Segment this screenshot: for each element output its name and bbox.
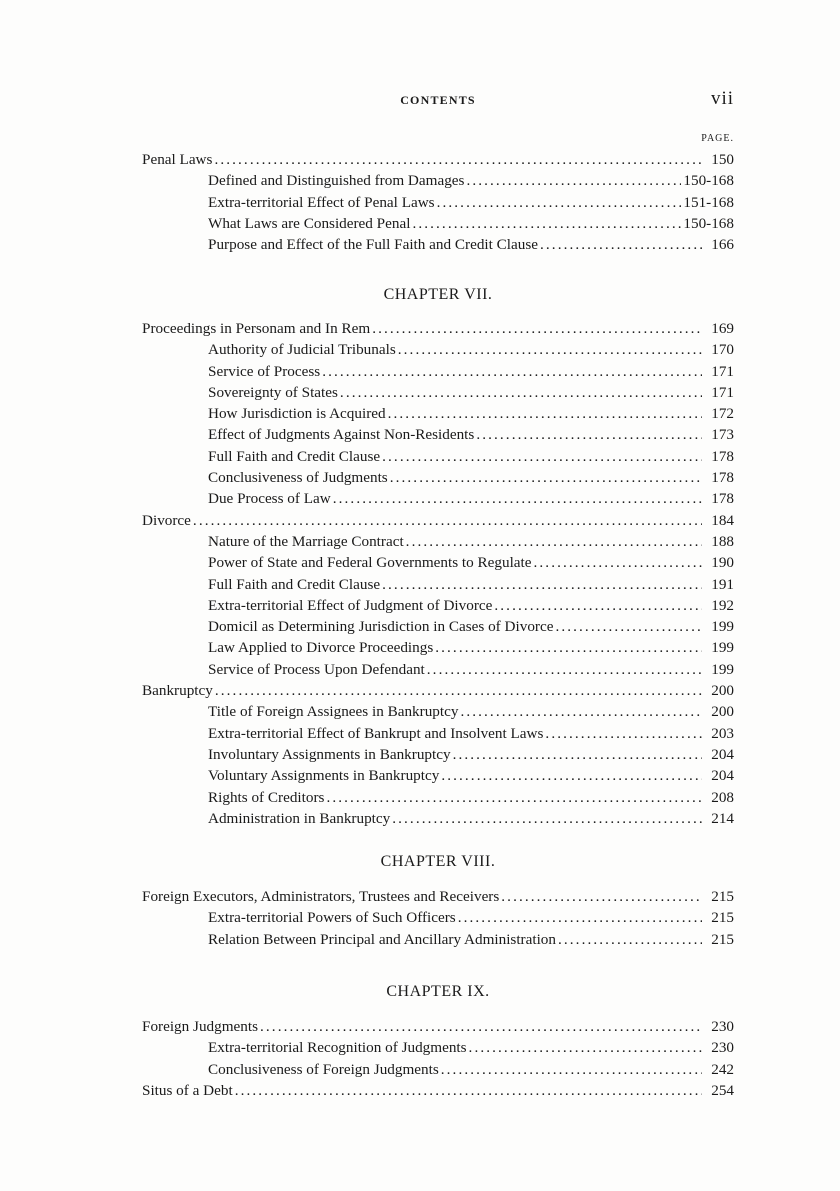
toc-block-penal-laws <box>142 149 734 255</box>
toc-entry-label: Relation Between Principal and Ancillary Administration <box>208 930 556 948</box>
page-number: vii <box>710 88 734 109</box>
toc-entry-page: 178 <box>711 447 734 465</box>
toc-subentry[interactable] <box>142 787 734 808</box>
toc-subentry[interactable] <box>142 467 734 488</box>
toc-entry-label: Defined and Distinguished from Damages <box>208 172 465 190</box>
toc-subentry[interactable] <box>142 574 734 595</box>
leader-dots <box>333 488 702 509</box>
toc-entry-page: 190 <box>711 554 734 572</box>
leader-dots <box>215 680 702 701</box>
toc-block-chapter-viii <box>142 886 734 950</box>
toc-entry-label: Full Faith and Credit Clause <box>208 447 381 465</box>
toc-subentry[interactable] <box>142 929 734 950</box>
toc-entry-label: Extra-territorial Effect of Bankrupt and Insolvent Laws <box>208 724 544 742</box>
leader-dots <box>441 765 702 786</box>
toc-entry-page: 254 <box>711 1081 734 1099</box>
toc-entry-label: Full Faith and Credit Clause <box>208 575 381 593</box>
toc-subentry[interactable] <box>142 659 734 680</box>
toc-entry-page: 150-168 <box>683 172 734 190</box>
toc-entry-label: Proceedings in Personam and In Rem <box>142 320 371 337</box>
leader-dots <box>372 318 702 339</box>
toc-entry[interactable] <box>142 318 734 339</box>
leader-dots <box>326 787 702 808</box>
chapter-heading-vii: CHAPTER VII. <box>383 286 493 303</box>
toc-entry-label: Service of Process <box>208 362 321 380</box>
toc-entry-page: 204 <box>711 767 734 785</box>
chapter-heading-ix: CHAPTER IX. <box>386 983 490 1000</box>
leader-dots <box>260 1016 702 1037</box>
toc-subentry[interactable] <box>142 361 734 382</box>
leader-dots <box>501 886 702 907</box>
leader-dots <box>545 723 702 744</box>
toc-entry-page: 150 <box>711 151 734 168</box>
toc-subentry[interactable] <box>142 234 734 255</box>
toc-subentry[interactable] <box>142 488 734 509</box>
toc-entry-label: Extra-territorial Effect of Judgment of Divorce <box>208 596 493 614</box>
toc-entry[interactable] <box>142 510 734 531</box>
leader-dots <box>494 595 702 616</box>
toc-entry-label: What Laws are Considered Penal <box>208 214 411 232</box>
toc-entry-page: 215 <box>711 888 734 905</box>
toc-entry-label: Foreign Executors, Administrators, Trustees and Receivers <box>142 888 500 905</box>
toc-entry-page: 242 <box>711 1060 734 1078</box>
toc-entry-page: 199 <box>711 618 734 636</box>
toc-subentry[interactable] <box>142 403 734 424</box>
toc-entry-label: Service of Process Upon Defendant <box>208 660 425 678</box>
toc-entry-page: 214 <box>711 809 734 827</box>
leader-dots <box>534 552 703 573</box>
leader-dots <box>235 1080 702 1101</box>
toc-subentry[interactable] <box>142 808 734 829</box>
toc-entry-page: 170 <box>711 341 734 359</box>
leader-dots <box>466 170 681 191</box>
toc-block-chapter-ix <box>142 1016 734 1101</box>
leader-dots <box>435 637 702 658</box>
toc-entry-page: 150-168 <box>683 214 734 232</box>
toc-entry-label: Conclusiveness of Judgments <box>208 469 388 487</box>
toc-subentry[interactable] <box>142 192 734 213</box>
chapter-heading-viii: CHAPTER VIII. <box>380 853 496 870</box>
toc-subentry[interactable] <box>142 1037 734 1058</box>
leader-dots <box>476 424 702 445</box>
toc-entry-label: Extra-territorial Effect of Penal Laws <box>208 193 435 211</box>
toc-entry-page: 188 <box>711 532 734 550</box>
toc-entry-page: 172 <box>711 405 734 423</box>
running-head <box>142 88 734 116</box>
leader-dots <box>382 574 702 595</box>
toc-entry[interactable] <box>142 886 734 907</box>
toc-entry-label: Extra-territorial Recognition of Judgments <box>208 1039 467 1057</box>
toc-entry-page: 215 <box>711 930 734 948</box>
toc-entry[interactable] <box>142 1016 734 1037</box>
toc-entry-label: Effect of Judgments Against Non-Residents <box>208 426 475 444</box>
toc-subentry[interactable] <box>142 595 734 616</box>
toc-entry-label: Authority of Judicial Tribunals <box>208 341 396 359</box>
toc-entry-page: 230 <box>711 1039 734 1057</box>
toc-entry-page: 171 <box>711 383 734 401</box>
toc-entry-label: Situs of a Debt <box>142 1081 233 1099</box>
leader-dots <box>437 192 682 213</box>
toc-entry-page: 199 <box>711 639 734 657</box>
toc-subentry[interactable] <box>142 382 734 403</box>
leader-dots <box>214 149 702 170</box>
toc-entry-label: Bankruptcy <box>142 682 213 700</box>
toc-subentry[interactable] <box>142 744 734 765</box>
toc-entry-label: Administration in Bankruptcy <box>208 809 391 827</box>
toc-entry-label: Rights of Creditors <box>208 788 325 806</box>
toc-entry-page: 199 <box>711 660 734 678</box>
toc-entry-label: How Jurisdiction is Acquired <box>208 405 386 423</box>
leader-dots <box>460 701 702 722</box>
toc-entry-label: Sovereignty of States <box>208 383 338 401</box>
leader-dots <box>388 403 702 424</box>
toc-entry-page: 151-168 <box>683 193 734 211</box>
leader-dots <box>382 446 702 467</box>
toc-entry-label: Title of Foreign Assignees in Bankruptcy <box>208 703 459 721</box>
toc-entry-label: Extra-territorial Powers of Such Officers <box>208 909 456 927</box>
toc-entry[interactable] <box>142 680 734 701</box>
leader-dots <box>458 907 702 928</box>
page-column-label: PAGE. <box>701 133 734 144</box>
toc-entry-label: Power of State and Federal Governments to Regulate <box>208 554 532 572</box>
toc-entry-page: 169 <box>711 320 734 337</box>
toc-entry[interactable] <box>142 149 734 170</box>
toc-entry-page: 230 <box>711 1018 734 1035</box>
leader-dots <box>406 531 702 552</box>
leader-dots <box>427 659 702 680</box>
toc-entry-page: 173 <box>711 426 734 444</box>
toc-entry-label: Involuntary Assignments in Bankruptcy <box>208 745 451 763</box>
toc-subentry[interactable] <box>142 701 734 722</box>
toc-entry-page: 166 <box>711 236 734 254</box>
toc-entry-label: Voluntary Assignments in Bankruptcy <box>208 767 440 785</box>
leader-dots <box>398 339 702 360</box>
toc-subentry[interactable] <box>142 723 734 744</box>
toc-subentry[interactable] <box>142 446 734 467</box>
toc-subentry[interactable] <box>142 170 734 191</box>
toc-entry-label: Foreign Judgments <box>142 1018 259 1035</box>
leader-dots <box>412 213 681 234</box>
leader-dots <box>322 361 702 382</box>
toc-entry-label: Purpose and Effect of the Full Faith and Credit Clause <box>208 236 538 254</box>
toc-entry[interactable] <box>142 1080 734 1101</box>
toc-entry-page: 204 <box>711 745 734 763</box>
toc-entry-page: 203 <box>711 724 734 742</box>
leader-dots <box>390 467 702 488</box>
toc-subentry[interactable] <box>142 637 734 658</box>
leader-dots <box>392 808 702 829</box>
leader-dots <box>540 234 702 255</box>
toc-entry-page: 215 <box>711 909 734 927</box>
toc-entry-label: Domicil as Determining Jurisdiction in Cases of Divorce <box>208 618 554 636</box>
toc-subentry[interactable] <box>142 552 734 573</box>
toc-subentry[interactable] <box>142 1059 734 1080</box>
leader-dots <box>453 744 702 765</box>
toc-entry-label: Penal Laws <box>142 151 213 168</box>
running-title: CONTENTS <box>400 93 476 107</box>
toc-entry-label: Law Applied to Divorce Proceedings <box>208 639 434 657</box>
toc-entry-page: 184 <box>711 511 734 529</box>
leader-dots <box>469 1037 702 1058</box>
toc-entry-page: 192 <box>711 596 734 614</box>
toc-entry-page: 178 <box>711 469 734 487</box>
toc-entry-page: 200 <box>711 703 734 721</box>
toc-entry-page: 178 <box>711 490 734 508</box>
leader-dots <box>340 382 702 403</box>
toc-entry-label: Nature of the Marriage Contract <box>208 532 404 550</box>
toc-entry-page: 208 <box>711 788 734 806</box>
toc-entry-label: Due Process of Law <box>208 490 331 508</box>
leader-dots <box>441 1059 702 1080</box>
toc-subentry[interactable] <box>142 907 734 928</box>
toc-entry-page: 191 <box>711 575 734 593</box>
leader-dots <box>193 510 702 531</box>
toc-subentry[interactable] <box>142 213 734 234</box>
toc-subentry[interactable] <box>142 765 734 786</box>
toc-subentry[interactable] <box>142 616 734 637</box>
toc-entry-label: Divorce <box>142 511 191 529</box>
toc-subentry[interactable] <box>142 424 734 445</box>
toc-subentry[interactable] <box>142 531 734 552</box>
leader-dots <box>558 929 702 950</box>
toc-entry-page: 200 <box>711 682 734 700</box>
toc-entry-label: Conclusiveness of Foreign Judgments <box>208 1060 439 1078</box>
toc-block-chapter-vii <box>142 318 734 829</box>
toc-subentry[interactable] <box>142 339 734 360</box>
leader-dots <box>555 616 702 637</box>
toc-entry-page: 171 <box>711 362 734 380</box>
